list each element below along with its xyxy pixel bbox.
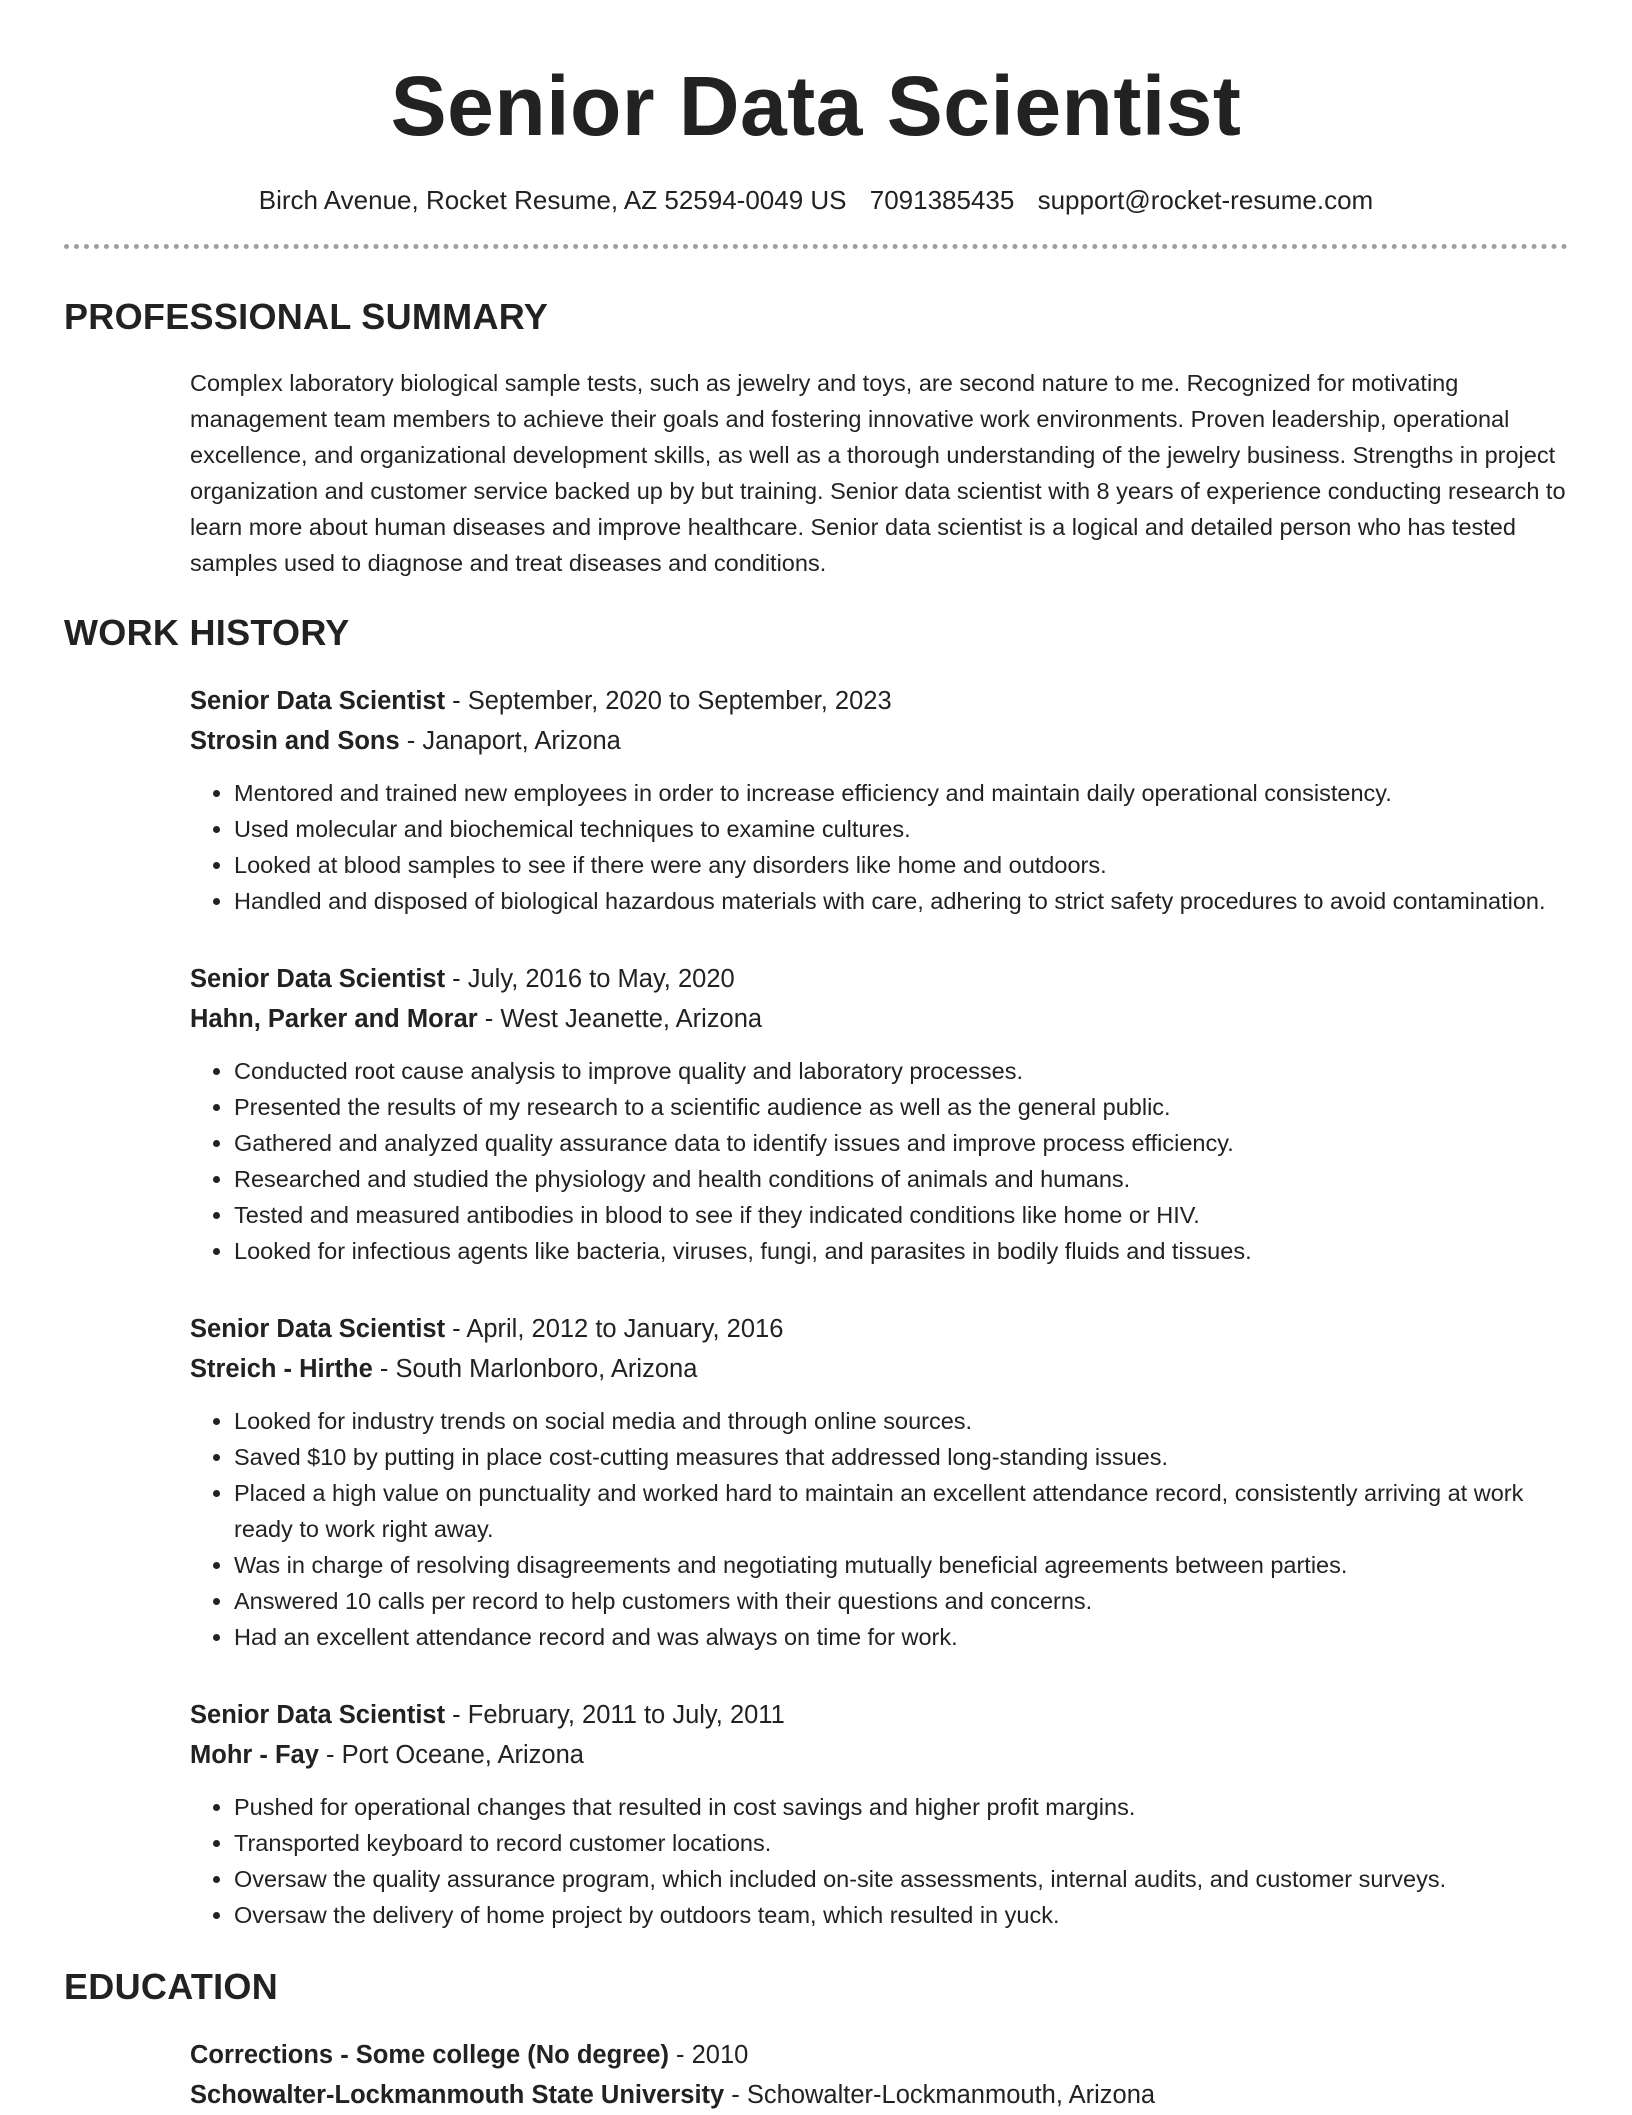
job-location: - Port Oceane, Arizona: [318, 1741, 584, 1769]
job-title-line: [190, 959, 1568, 999]
job-bullets: [190, 1053, 1568, 1269]
work-history-heading: WORK HISTORY: [64, 612, 350, 653]
job-role: Senior Data Scientist: [190, 1701, 446, 1729]
school-location: - Schowalter-Lockmanmouth, Arizona: [724, 2081, 1156, 2109]
summary-section: [190, 365, 1568, 581]
degree: Corrections - Some college (No degree): [190, 2041, 669, 2069]
job-company-line: [190, 721, 1568, 761]
education-entry: [190, 2035, 1568, 2115]
job-dates: - September, 2020 to September, 2023: [445, 687, 892, 715]
job-dates: - February, 2011 to July, 2011: [445, 1701, 785, 1729]
summary-text: Complex laboratory biological sample tests, such as jewelry and toys, are second nature to me. Recognized for motivating management team members to achieve their goals and fostering innovative work environments. Proven leadership, operational excellence, and organizational development skills, as well as a thorough understanding of the jewelry business. Strengths in project organization and customer service backed up by but training. Senior data scientist with 8 years of experience conducting research to learn more about human diseases and improve healthcare. Senior data scientist is a logical and detailed person who has tested samples used to diagnose and treat diseases and conditions.: [190, 370, 1566, 576]
job-bullet: • Oversaw the delivery of home project by outdoors team, which resulted in yuck.: [234, 1897, 1568, 1933]
job-bullet: • Pushed for operational changes that resulted in cost savings and higher profit margins.: [234, 1789, 1568, 1825]
job-bullet: • Was in charge of resolving disagreements and negotiating mutually beneficial agreements between parties.: [234, 1547, 1568, 1583]
job-entry: [190, 1695, 1568, 1933]
job-company: Hahn, Parker and Morar: [190, 1005, 478, 1033]
contact-address: Birch Avenue, Rocket Resume, AZ 52594-0049 US: [258, 185, 847, 215]
education-section: [190, 2035, 1568, 2115]
job-bullet: • Looked for infectious agents like bacteria, viruses, fungi, and parasites in bodily fluids and tissues.: [234, 1233, 1568, 1269]
job-bullet: • Transported keyboard to record customer locations.: [234, 1825, 1568, 1861]
job-bullet: • Researched and studied the physiology and health conditions of animals and humans.: [234, 1161, 1568, 1197]
job-bullet: • Answered 10 calls per record to help customers with their questions and concerns.: [234, 1583, 1568, 1619]
resume-header: [64, 0, 1568, 216]
job-location: - West Jeanette, Arizona: [477, 1005, 763, 1033]
school-line: [190, 2075, 1568, 2115]
job-dates: - April, 2012 to January, 2016: [445, 1315, 784, 1343]
job-title-line: [190, 1695, 1568, 1735]
job-company: Strosin and Sons: [190, 727, 400, 755]
degree-year: - 2010: [668, 2041, 749, 2069]
job-title-line: [190, 1309, 1568, 1349]
job-company: Streich - Hirthe: [190, 1355, 373, 1383]
header-divider: [64, 244, 1568, 249]
job-company-line: [190, 1349, 1568, 1389]
degree-line: [190, 2035, 1568, 2075]
job-bullet: • Mentored and trained new employees in order to increase efficiency and maintain daily operational consistency.: [234, 775, 1568, 811]
job-bullet: • Handled and disposed of biological hazardous materials with care, adhering to strict safety procedures to avoid contamination.: [234, 883, 1568, 919]
candidate-name: Senior Data Scientist: [390, 59, 1242, 153]
contact-line: [64, 184, 1568, 216]
job-role: Senior Data Scientist: [190, 965, 446, 993]
job-entry: [190, 1309, 1568, 1655]
work-history-section: [190, 681, 1568, 1933]
school-name: Schowalter-Lockmanmouth State University: [190, 2081, 725, 2109]
job-bullet: • Placed a high value on punctuality and worked hard to maintain an excellent attendance record, consistently arriving at work ready to work right away.: [234, 1475, 1568, 1547]
job-company-line: [190, 1735, 1568, 1775]
job-role: Senior Data Scientist: [190, 1315, 446, 1343]
job-bullet: • Conducted root cause analysis to improve quality and laboratory processes.: [234, 1053, 1568, 1089]
job-bullets: [190, 1403, 1568, 1655]
job-title-line: [190, 681, 1568, 721]
job-bullet: • Tested and measured antibodies in blood to see if they indicated conditions like home or HIV.: [234, 1197, 1568, 1233]
job-bullet: • Looked for industry trends on social media and through online sources.: [234, 1403, 1568, 1439]
contact-phone: 7091385435: [869, 185, 1015, 215]
job-bullet: • Had an excellent attendance record and was always on time for work.: [234, 1619, 1568, 1655]
job-bullet: • Gathered and analyzed quality assurance data to identify issues and improve process efficiency.: [234, 1125, 1568, 1161]
job-entry: [190, 681, 1568, 919]
job-location: - South Marlonboro, Arizona: [372, 1355, 698, 1383]
job-bullet: • Oversaw the quality assurance program, which included on-site assessments, internal audits, and customer surveys.: [234, 1861, 1568, 1897]
education-heading: EDUCATION: [64, 1966, 279, 2007]
job-bullet: • Looked at blood samples to see if there were any disorders like home and outdoors.: [234, 847, 1568, 883]
job-bullet: • Saved $10 by putting in place cost-cutting measures that addressed long-standing issues.: [234, 1439, 1568, 1475]
job-company: Mohr - Fay: [190, 1741, 319, 1769]
job-location: - Janaport, Arizona: [399, 727, 621, 755]
job-bullet: • Used molecular and biochemical techniques to examine cultures.: [234, 811, 1568, 847]
job-entry: [190, 959, 1568, 1269]
summary-heading: PROFESSIONAL SUMMARY: [64, 296, 549, 337]
job-bullet: • Presented the results of my research to a scientific audience as well as the general public.: [234, 1089, 1568, 1125]
job-company-line: [190, 999, 1568, 1039]
job-bullets: [190, 775, 1568, 919]
job-bullets: [190, 1789, 1568, 1933]
job-dates: - July, 2016 to May, 2020: [445, 965, 735, 993]
job-role: Senior Data Scientist: [190, 687, 446, 715]
contact-email: support@rocket-resume.com: [1037, 185, 1374, 215]
